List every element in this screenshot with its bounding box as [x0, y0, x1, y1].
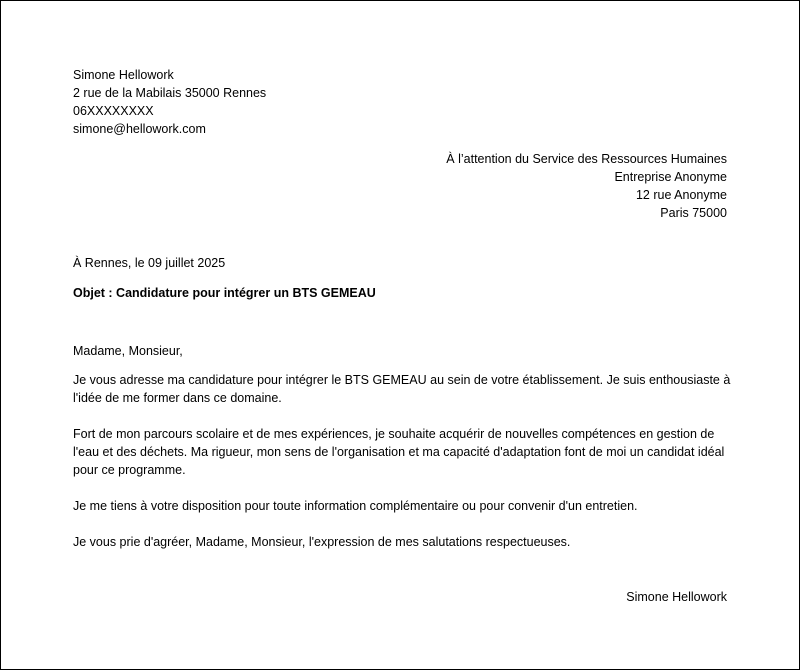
sender-email: simone@hellowork.com — [73, 122, 206, 136]
place-date: À Rennes, le 09 juillet 2025 — [73, 256, 226, 270]
sender-address: 2 rue de la Mabilais 35000 Rennes — [73, 86, 267, 100]
sender-block — [73, 66, 266, 138]
recipient-block — [446, 150, 727, 222]
recipient-street: 12 rue Anonyme — [635, 188, 727, 202]
letter-greeting: Madame, Monsieur, — [73, 344, 183, 358]
recipient-city: Paris 75000 — [660, 206, 727, 220]
recipient-company: Entreprise Anonyme — [614, 170, 727, 184]
recipient-attention: À l’attention du Service des Ressources Humaines — [446, 152, 727, 166]
letter-subject: Objet : Candidature pour intégrer un BTS GEMEAU — [73, 286, 376, 300]
sender-name: Simone Hellowork — [73, 68, 174, 82]
letter-body — [73, 342, 733, 569]
letter-paragraph-1: Je vous adresse ma candidature pour intégrer le BTS GEMEAU au sein de votre établissement. Je suis enthousiaste à l'idée de me former dans ce domaine. — [73, 373, 731, 405]
letter-paragraph-4: Je vous prie d'agréer, Madame, Monsieur, l'expression de mes salutations respectueuses. — [73, 535, 571, 549]
letter-paragraph-2: Fort de mon parcours scolaire et de mes expériences, je souhaite acquérir de nouvelles compétences en gestion de l'eau et des déchets. Ma rigueur, mon sens de l'organisation et ma capacité d'adaptation font de moi un candidat idéal pour ce programme. — [73, 427, 725, 477]
letter-paragraph-3: Je me tiens à votre disposition pour toute information complémentaire ou pour convenir d'un entretien. — [73, 499, 638, 513]
letter-signature: Simone Hellowork — [626, 590, 727, 604]
sender-phone: 06XXXXXXXX — [73, 104, 154, 118]
